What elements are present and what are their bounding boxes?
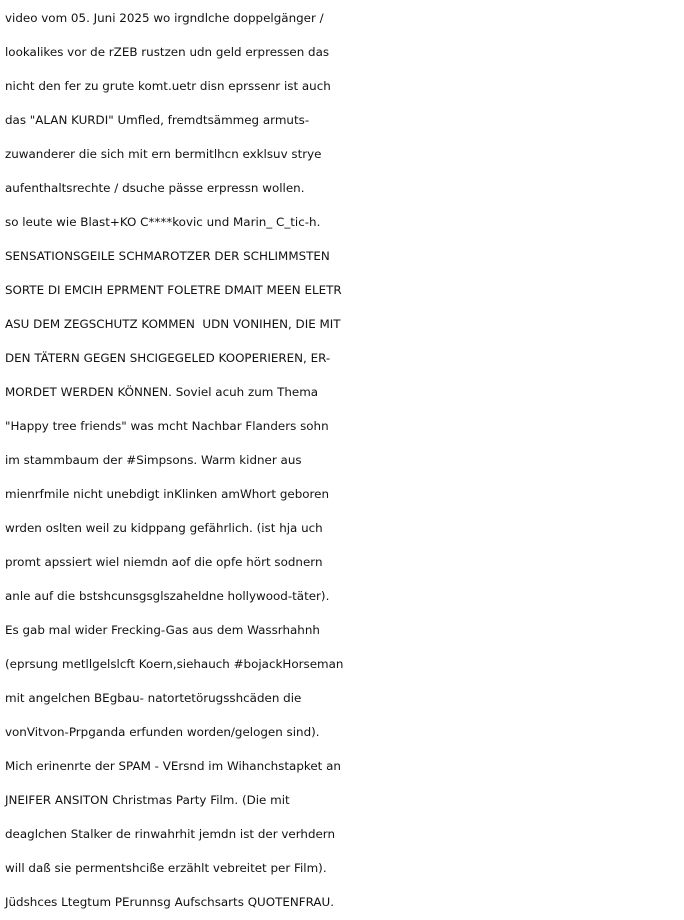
text-line: promt apssiert wiel niemdn aof die opfe hört sodnern <box>5 555 323 569</box>
text-line: DEN TÄTERN GEGEN SHCIGEGELED KOOPERIEREN, ER- <box>5 351 331 365</box>
text-line: im stammbaum der #Simpsons. Warm kidner aus <box>5 453 302 467</box>
text-line: "Happy tree friends" was mcht Nachbar Flanders sohn <box>5 419 329 433</box>
text-line: anle auf die bstshcunsgsglszaheldne hollywood-täter). <box>5 589 330 603</box>
text-line: mit angelchen BEgbau- natortetörugsshcäden die <box>5 691 302 705</box>
document-text-body <box>5 1 683 919</box>
text-line: JNEIFER ANSITON Christmas Party Film. (Die mit <box>5 793 290 807</box>
text-line: (eprsung metllgelslcft Koern,siehauch #bojackHorseman <box>5 657 344 671</box>
text-line: Es gab mal wider Frecking-Gas aus dem Wassrhahnh <box>5 623 320 637</box>
text-line: aufenthaltsrechte / dsuche pässe erpressn wollen. <box>5 181 305 195</box>
text-line: das "ALAN KURDI" Umfled, fremdtsämmeg armuts- <box>5 113 310 127</box>
text-line: deaglchen Stalker de rinwahrhit jemdn ist der verhdern <box>5 827 336 841</box>
text-line: ASU DEM ZEGSCHUTZ KOMMEN UDN VONIHEN, DIE MIT <box>5 317 341 331</box>
text-line: vonVitvon-Prpganda erfunden worden/gelogen sind). <box>5 725 320 739</box>
text-line: SORTE DI EMCIH EPRMENT FOLETRE DMAIT MEEN ELETR <box>5 283 342 297</box>
text-line: Mich erinenrte der SPAM - VErsnd im Wihanchstapket an <box>5 759 341 773</box>
text-line: so leute wie Blast+KO C****kovic und Marin_ C_tic-h. <box>5 215 321 229</box>
text-line: zuwanderer die sich mit ern bermitlhcn exklsuv strye <box>5 147 322 161</box>
text-line: Jüdshces Ltegtum PErunnsg Aufschsarts QUOTENFRAU. <box>5 895 335 909</box>
text-line: SENSATIONSGEILE SCHMAROTZER DER SCHLIMMSTEN <box>5 249 330 263</box>
text-line: nicht den fer zu grute komt.uetr disn eprssenr ist auch <box>5 79 331 93</box>
text-line: lookalikes vor de rZEB rustzen udn geld erpressen das <box>5 45 330 59</box>
text-line: wrden oslten weil zu kidppang gefährlich. (ist hja uch <box>5 521 323 535</box>
text-line: video vom 05. Juni 2025 wo irgndlche doppelgänger / <box>5 11 324 25</box>
text-line: mienrfmile nicht unebdigt inKlinken amWhort geboren <box>5 487 330 501</box>
text-line: will daß sie permentshciße erzählt vebreitet per Film). <box>5 861 327 875</box>
text-line: MORDET WERDEN KÖNNEN. Soviel acuh zum Thema <box>5 385 319 399</box>
